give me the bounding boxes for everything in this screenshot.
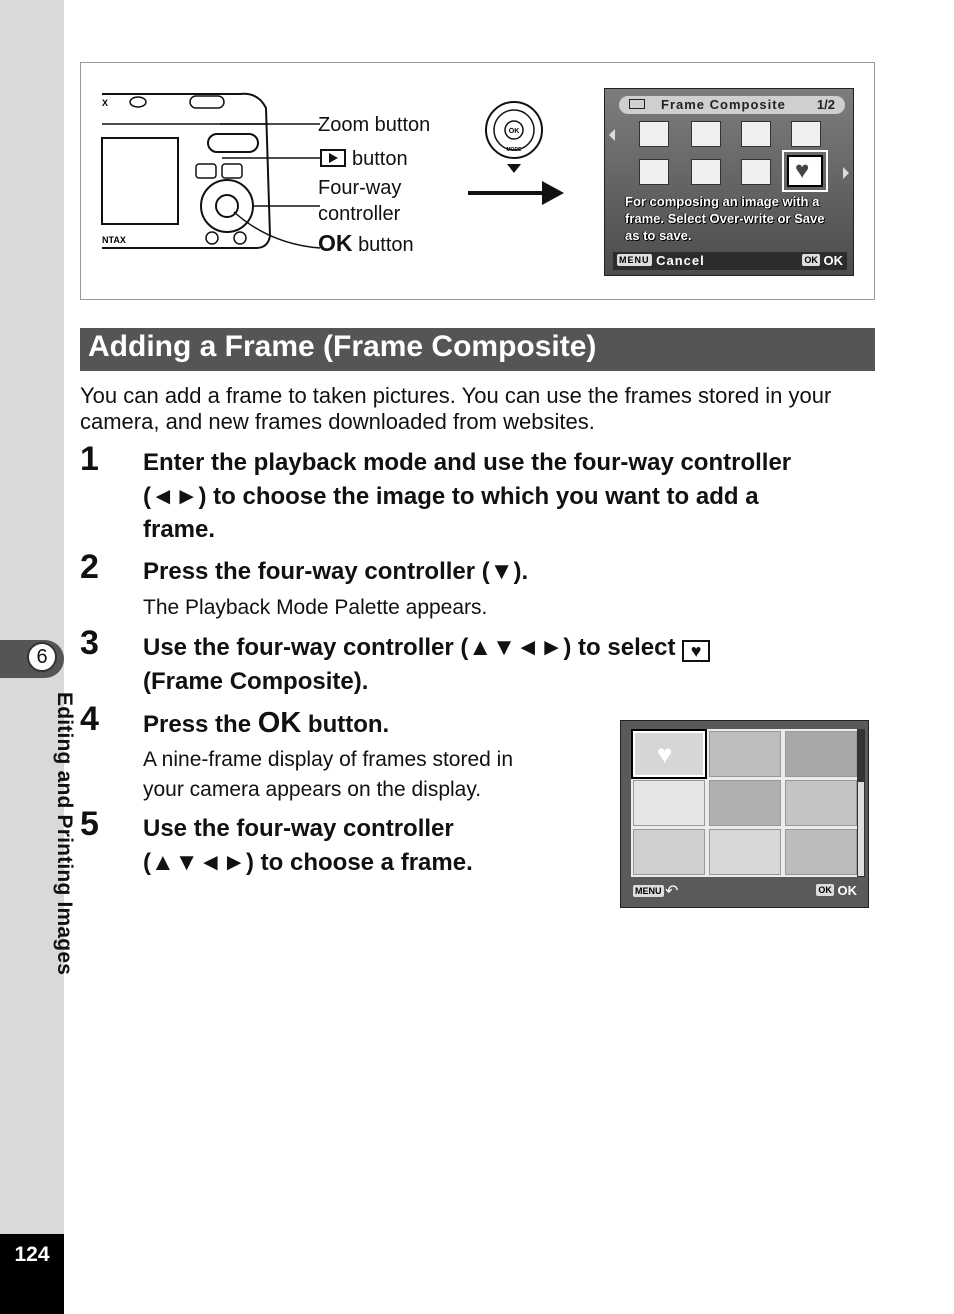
left-arrow-icon: [609, 129, 615, 141]
frame-thumbnail[interactable]: [633, 780, 705, 826]
ok-glyph: OK: [318, 230, 353, 256]
frame-thumbnail[interactable]: [709, 829, 781, 875]
step-number: 4: [80, 700, 99, 738]
menu-key: MENU: [619, 255, 650, 265]
chapter-title: Editing and Printing Images: [53, 692, 76, 976]
arrow-right-icon: [542, 181, 564, 205]
callout-fourway-2: controller: [318, 203, 401, 225]
callout-playback: button: [320, 148, 408, 171]
palette-icon-cropping[interactable]: [741, 121, 771, 147]
heart-icon: ♥: [795, 157, 810, 184]
frame-composite-icon: ♥: [682, 640, 710, 662]
lcd-palette-screen: [604, 88, 854, 276]
palette-icon-resize[interactable]: [691, 121, 721, 147]
step-1-line-3: frame.: [143, 516, 216, 543]
camera-brand-text: NTAX: [102, 235, 126, 245]
frame-thumbnail[interactable]: [709, 731, 781, 777]
lcd-description: For composing an image with a frame. Select Over-write or Save as to save.: [625, 194, 825, 243]
arrow-shaft: [468, 191, 544, 195]
frame-thumbnail[interactable]: [785, 731, 857, 777]
frame-thumbnail[interactable]: [785, 780, 857, 826]
menu-key[interactable]: MENU: [635, 886, 662, 896]
palette-icon-copy[interactable]: [791, 121, 821, 147]
dial-icon: [482, 100, 546, 174]
page-number: 124: [14, 1243, 50, 1266]
frame-thumbnail[interactable]: [633, 829, 705, 875]
step-number: 1: [80, 440, 99, 478]
step-2-sub: The Playback Mode Palette appears.: [143, 596, 488, 619]
step-5-line-1: Use the four-way controller: [143, 815, 454, 842]
step-2-line-1: Press the four-way controller (▼).: [143, 558, 529, 585]
step-number: 2: [80, 548, 99, 586]
step-5-line-2: (▲▼◄►) to choose a frame.: [143, 849, 473, 876]
frame-grid: [631, 729, 857, 877]
right-arrow-icon: [843, 167, 849, 179]
frame-thumbnail[interactable]: [633, 731, 705, 777]
palette-icon-red-eye[interactable]: [741, 159, 771, 185]
step-4-sub-1: A nine-frame display of frames stored in: [143, 748, 514, 771]
step-number: 3: [80, 624, 99, 662]
playback-icon: [320, 149, 346, 167]
lcd-bottom-bar: [613, 252, 847, 270]
step-4-sub-2: your camera appears on the display.: [143, 778, 482, 801]
lcd-bottom-bar: [631, 883, 861, 901]
callout-ok: OK button: [318, 230, 414, 256]
palette-icon-slideshow[interactable]: [639, 121, 669, 147]
step-3-line-2: (Frame Composite).: [143, 668, 369, 695]
step-number: 5: [80, 805, 99, 843]
dial-ok-label: OK: [508, 128, 520, 135]
step-4-line-1: Press the OK button.: [143, 707, 390, 739]
step-3-line-1: Use the four-way controller (▲▼◄►) to select ♥: [143, 631, 710, 665]
scrollbar[interactable]: [857, 729, 865, 877]
return-icon: ↶: [665, 883, 679, 900]
cancel-button[interactable]: MENU Cancel: [619, 253, 705, 268]
section-title: Adding a Frame (Frame Composite): [88, 330, 597, 363]
palette-icon-frame-composite[interactable]: [787, 155, 823, 187]
svg-text:X: X: [102, 98, 109, 108]
lcd-title: Frame Composite: [661, 97, 786, 112]
playback-icon: [629, 99, 645, 109]
callout-fourway-1: Four-way: [318, 177, 402, 199]
step-1-line-2: (◄►) to choose the image to which you want to add a: [143, 483, 759, 510]
ok-key: OK: [804, 255, 818, 265]
step-1-line-1: Enter the playback mode and use the four-way controller: [143, 449, 792, 476]
chapter-number: 6: [27, 642, 57, 672]
intro-paragraph: You can add a frame to taken pictures. You can use the frames stored in your camera, and new frames downloaded from websites.: [80, 383, 832, 434]
ok-glyph: OK: [257, 707, 302, 739]
ok-key: OK: [818, 885, 832, 895]
heart-icon: ♥: [657, 739, 673, 769]
camera-illustration: [100, 86, 320, 256]
ok-button[interactable]: OK OK: [804, 253, 843, 268]
frame-thumbnail[interactable]: [785, 829, 857, 875]
frame-thumbnail[interactable]: [709, 780, 781, 826]
ok-button[interactable]: OK OK: [818, 883, 857, 898]
lcd-frame-grid-screen: [620, 720, 869, 908]
scrollbar-thumb[interactable]: [858, 730, 864, 782]
lcd-page: 1/2: [816, 97, 835, 112]
palette-icon-rotate[interactable]: [639, 159, 669, 185]
callout-zoom: Zoom button: [318, 114, 431, 136]
palette-icon-filter[interactable]: [691, 159, 721, 185]
dial-mode-label: MODE: [506, 147, 522, 153]
lcd-title-bar: [619, 96, 845, 114]
